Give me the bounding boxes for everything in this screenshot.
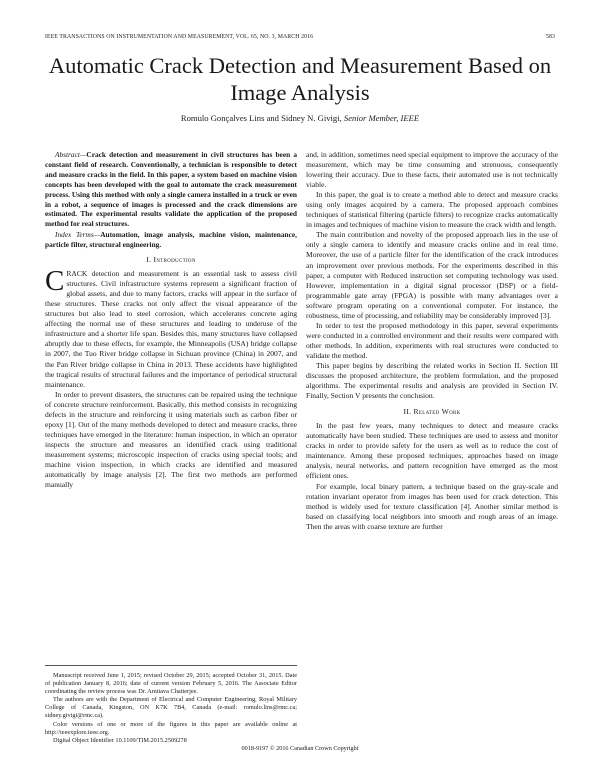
- author-membership: Senior Member, IEEE: [343, 113, 420, 123]
- abstract: [45, 150, 297, 229]
- drop-cap: C: [45, 265, 65, 298]
- abstract-label: Abstract—: [55, 150, 87, 159]
- paper-title: Automatic Crack Detection and Measurement Based on Image Analysis: [48, 53, 552, 105]
- section-heading-related-work: II. Related Work: [403, 407, 461, 417]
- intro-paragraph-7: This paper begins by describing the related works in Section II. Section III discusses the proposed architecture, the problem formulation, and the proposed algorithms. The experimental results and analysis are provided in Section IV. Finally, Section V presents the conclusion.: [306, 360, 558, 401]
- footnotes: [45, 665, 297, 745]
- intro-paragraph-3: and, in addition, sometimes need special equipment to improve the accuracy of the measurement, which may be time consuming and strenuous, consequently lowering their accuracy. Due to these facts, their automated use is not technically viable.: [306, 150, 558, 190]
- intro-paragraph-5: The main contribution and novelty of the proposed approach lies in the use of only a single camera to identify and measure cracks online and in real time. Moreover, the use of a particle filter for the identification of the crack introduces an improvement over previous methods. For the experiments described in this paper, a computer with Reduced instruction set computing technology was used. However, implementation in a digital signal processor (DSP) or a field-programmable gate array (FPGA) is possible with many advantages over a software program operating on a conventional computer. For instance, the robustness, time of processing, and reliability may be considerably improved [3].: [306, 230, 558, 320]
- right-column: [306, 150, 558, 532]
- abstract-text: Crack detection and measurement in civil structures has been a constant field of research. Conventionally, a technician is responsible to detect and measure cracks in the field. In this paper, a system based on machine vision concepts has been developed with the goal to automate the crack measurement process. Using this method with only a single camera installed in a truck or even in a robot, a sequence of images is processed and the crack dimensions are estimated. The experimental results validate the application of the proposed method for real structures.: [45, 150, 297, 229]
- intro-paragraph-6: In order to test the proposed methodology in this paper, several experiments were conducted in a controlled environment and their results were compared with other methods. In addition, experiments with real structures were conducted to validate the method.: [306, 320, 558, 360]
- author-names: Romulo Gonçalves Lins and Sidney N. Givigi,: [180, 113, 342, 123]
- author-line: [30, 113, 570, 123]
- intro-paragraph-1: CRACK detection and measurement is an essential task to assess civil structures. Civil infrastructure systems represent a significant fraction of global assets, and due to many factors, cracks will appear in the surface of these structures. These cracks not only affect the visual appearance of the structures but also lead to steel corrosion, which accelerates concrete aging affecting the normal use of these structures and leading to underuse of the infrastructure and a shorter life span. Besides this, many structures have collapsed abruptly due to these effects, for example, the Minneapolis (USA) bridge collapse in 2007, the Tuo River bridge collapse in Sichuan province (China) in 2007, and the Pan River bridge collapse in China in 2013. These accidents have highlighted the tragical results of structural failures and the importance of periodical structural maintenance.: [45, 265, 297, 389]
- footnote-color: Color versions of one or more of the figures in this paper are available online at http://ieeexplore.ieee.org.: [45, 720, 297, 736]
- copyright-footer: 0018-9197 © 2016 Canadian Crown Copyright: [241, 745, 359, 752]
- related-paragraph-1: In the past few years, many techniques to detect and measure cracks automatically have been studied. These techniques are used to assess and monitor cracks in order to provide safety for the users as well as to reduce the cost of maintenance. Among these proposed techniques, approaches based on image analysis, neural networks, and pattern recognition have emerged as the most efficient ones.: [306, 421, 558, 481]
- footnote-manuscript: Manuscript received June 1, 2015; revised October 29, 2015; accepted October 31, 2015. Date of publication January 8, 2016; date of current version February 5, 2016. The Associate Editor coordinating the review process was Dr. Amitava Chatterjee.: [45, 672, 297, 696]
- footnote-affiliation: The authors are with the Department of Electrical and Computer Engineering, Royal Military College of Canada, Kingston, ON K7K 7B4, Canada (e-mail: romulo.lins@rmc.ca; sidney.givigi@rmc.ca).: [45, 696, 297, 720]
- running-header: [45, 34, 555, 40]
- index-terms-label: Index Terms—: [55, 230, 101, 240]
- index-terms: [45, 230, 297, 250]
- related-paragraph-2: For example, local binary pattern, a technique based on the gray-scale and rotation invariant operator from images has been used for crack detection. This method is widely used for texture classification [4]. Another similar method is based on classifying local neighbors into smooth and rough areas of an image. Then the areas with coarse texture are further: [306, 481, 558, 531]
- footnote-doi: Digital Object Identifier 10.1109/TIM.2015.2509278: [53, 736, 187, 744]
- index-terms-text: Automation, image analysis, machine vision, maintenance, particle filter, structural engineering.: [45, 230, 297, 250]
- page-number: 583: [546, 34, 555, 40]
- section-heading-introduction: I. Introduction: [146, 255, 196, 265]
- intro-paragraph-4: In this paper, the goal is to create a method able to detect and measure cracks using only images acquired by a camera. The proposed approach combines techniques of statistical filtering (particle filters) to recognize cracks automatically in images and techniques of machine vision to measure the crack width and length.: [306, 190, 558, 230]
- journal-name: IEEE TRANSACTIONS ON INSTRUMENTATION AND MEASUREMENT, VOL. 65, NO. 3, MARCH 2016: [45, 34, 314, 40]
- left-column: [45, 150, 297, 490]
- intro-paragraph-2: In order to prevent disasters, the structures can be repaired using the technique of concrete structure reinforcement. Basically, this method consists in recognizing defects in the structure and reinforcing it using materials such as carbon fiber or epoxy [1]. Out of the many methods developed to detect and measure cracks, three techniques have emerged in the literature: human inspection, in which an operator inspects the structure and measures an identified crack using traditional measurement systems; microscopic inspection of cracks using special tools; and machine vision inspection, in which cracks are identified and measured automatically by image analysis [2]. The first two methods are performed manually: [45, 389, 297, 490]
